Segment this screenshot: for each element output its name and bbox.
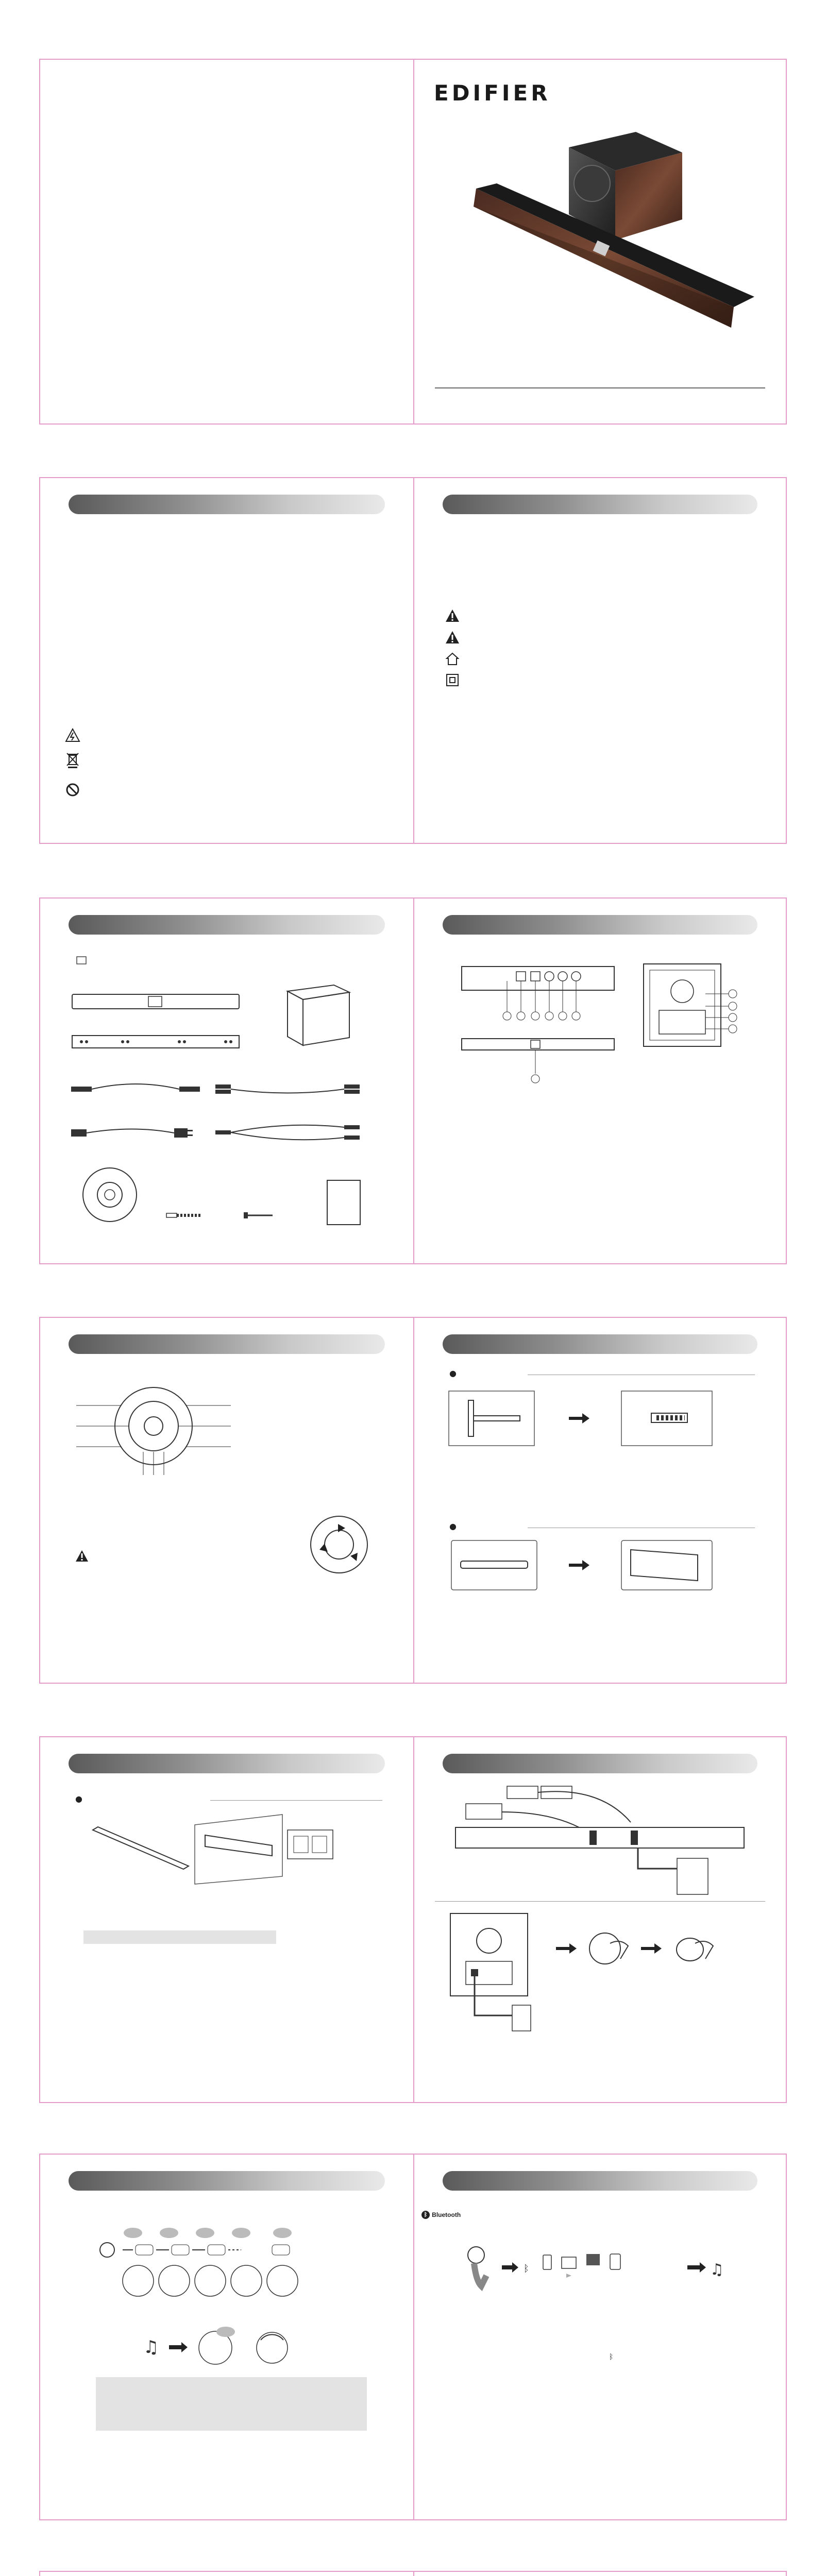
pair-button-icon (669, 1928, 716, 1969)
note-box (96, 2377, 367, 2431)
spread-safety (39, 477, 787, 844)
battery-insert-diagram (308, 1514, 370, 1575)
anchor-drawing (166, 1210, 202, 1221)
product-image (466, 127, 754, 343)
subwoofer-pairing-diagram (445, 1912, 533, 2036)
spread-specifications (39, 2571, 787, 2576)
section-header-bar (69, 915, 385, 935)
bluetooth-icon: ᛒ (609, 2353, 614, 2361)
page-package-contents (40, 899, 413, 1263)
section-header-bar (443, 1334, 757, 1354)
svg-text:♫: ♫ (710, 2261, 724, 2279)
page-blank (40, 60, 413, 423)
remote-control-drawing (81, 1166, 138, 1223)
rca-cable-drawing (215, 1081, 360, 1097)
warning-triangle-icon (445, 609, 460, 622)
spread-bluetooth (39, 2154, 787, 2520)
bullet-icon: ● (449, 1368, 457, 1378)
bluetooth-badge-label: Bluetooth (432, 2211, 461, 2219)
svg-text:♫: ♫ (143, 2337, 159, 2358)
arrow-right-icon (556, 1943, 577, 1954)
bluetooth-badge (421, 2210, 461, 2219)
page-specifications (414, 2572, 786, 2576)
bluetooth-icon: ᛒ (421, 2211, 430, 2219)
subwoofer-rear-panel-diagram (638, 963, 741, 1050)
spread-cover (39, 59, 787, 425)
bar-bracket-diagram (450, 1539, 538, 1591)
section-header-bar (443, 1754, 757, 1773)
bullet-icon: ● (75, 1794, 82, 1804)
section-header-bar (443, 495, 757, 514)
remote-control-diagram (76, 1375, 231, 1478)
electric-shock-icon (65, 728, 80, 742)
page-safety-left (40, 478, 413, 843)
manual-drawing (326, 1179, 362, 1226)
section-header-bar (69, 2171, 385, 2191)
page-bluetooth (414, 2155, 786, 2519)
arrow-right-icon (641, 1943, 662, 1954)
brand-logo: EDIFIER (434, 80, 551, 106)
section-header-bar (69, 1754, 385, 1773)
section-rule (435, 1901, 765, 1902)
page-mounting (414, 1318, 786, 1683)
cover-rule (435, 387, 765, 388)
input-mode-sequence-diagram (97, 2227, 375, 2299)
soundbar-top-panel-diagram (461, 965, 615, 1027)
arrow-right-icon (569, 1413, 589, 1423)
bluetooth-pairing-diagram (461, 2245, 739, 2307)
section-header-bar (69, 495, 385, 514)
soundbar-front-diagram (461, 1038, 615, 1094)
note-icon (76, 956, 87, 964)
screw-drawing (244, 1210, 275, 1221)
press-button-icon (584, 1928, 631, 1969)
step-rule (210, 1800, 382, 1801)
optical-cable-drawing (71, 1081, 200, 1097)
drill-wall-diagram (448, 1390, 535, 1447)
spread-connection (39, 1736, 787, 2103)
wall-socket-diagram (195, 1815, 370, 1887)
anchor-insert-diagram (620, 1390, 713, 1447)
page-remote (40, 1318, 413, 1683)
bullet-icon: ● (449, 1521, 457, 1531)
crossed-bin-icon (66, 751, 79, 769)
warning-triangle-icon (445, 631, 460, 644)
page-notes (40, 2572, 413, 2576)
spread-remote (39, 1317, 787, 1684)
arrow-right-icon (569, 1560, 589, 1570)
spread-package (39, 897, 787, 1264)
warning-triangle-icon (75, 1550, 89, 1562)
subwoofer-drawing (282, 981, 355, 1048)
house-icon (446, 652, 459, 666)
page-panels (414, 899, 786, 1263)
section-header-bar (69, 1334, 385, 1354)
volume-adjust-diagram (143, 2325, 308, 2371)
page-safety-right (414, 478, 786, 843)
soundbar-angled-diagram (92, 1825, 190, 1871)
note-bar (83, 1930, 276, 1944)
double-square-icon (446, 674, 459, 686)
soundbar-rear-drawing (71, 1032, 241, 1051)
page-input-modes (40, 2155, 413, 2519)
section-header-bar (443, 915, 757, 935)
power-cable-drawing (71, 1125, 195, 1141)
svg-text:ᛒ: ᛒ (524, 2263, 529, 2274)
bar-mounted-diagram (620, 1539, 713, 1591)
page-wall-mount (40, 1737, 413, 2102)
page-connection (414, 1737, 786, 2102)
prohibited-icon (66, 783, 79, 796)
soundbar-front-drawing (71, 991, 241, 1012)
soundbar-wiring-diagram (445, 1781, 754, 1900)
section-header-bar (443, 2171, 757, 2191)
page-cover (414, 60, 786, 423)
aux-cable-drawing (215, 1123, 360, 1142)
